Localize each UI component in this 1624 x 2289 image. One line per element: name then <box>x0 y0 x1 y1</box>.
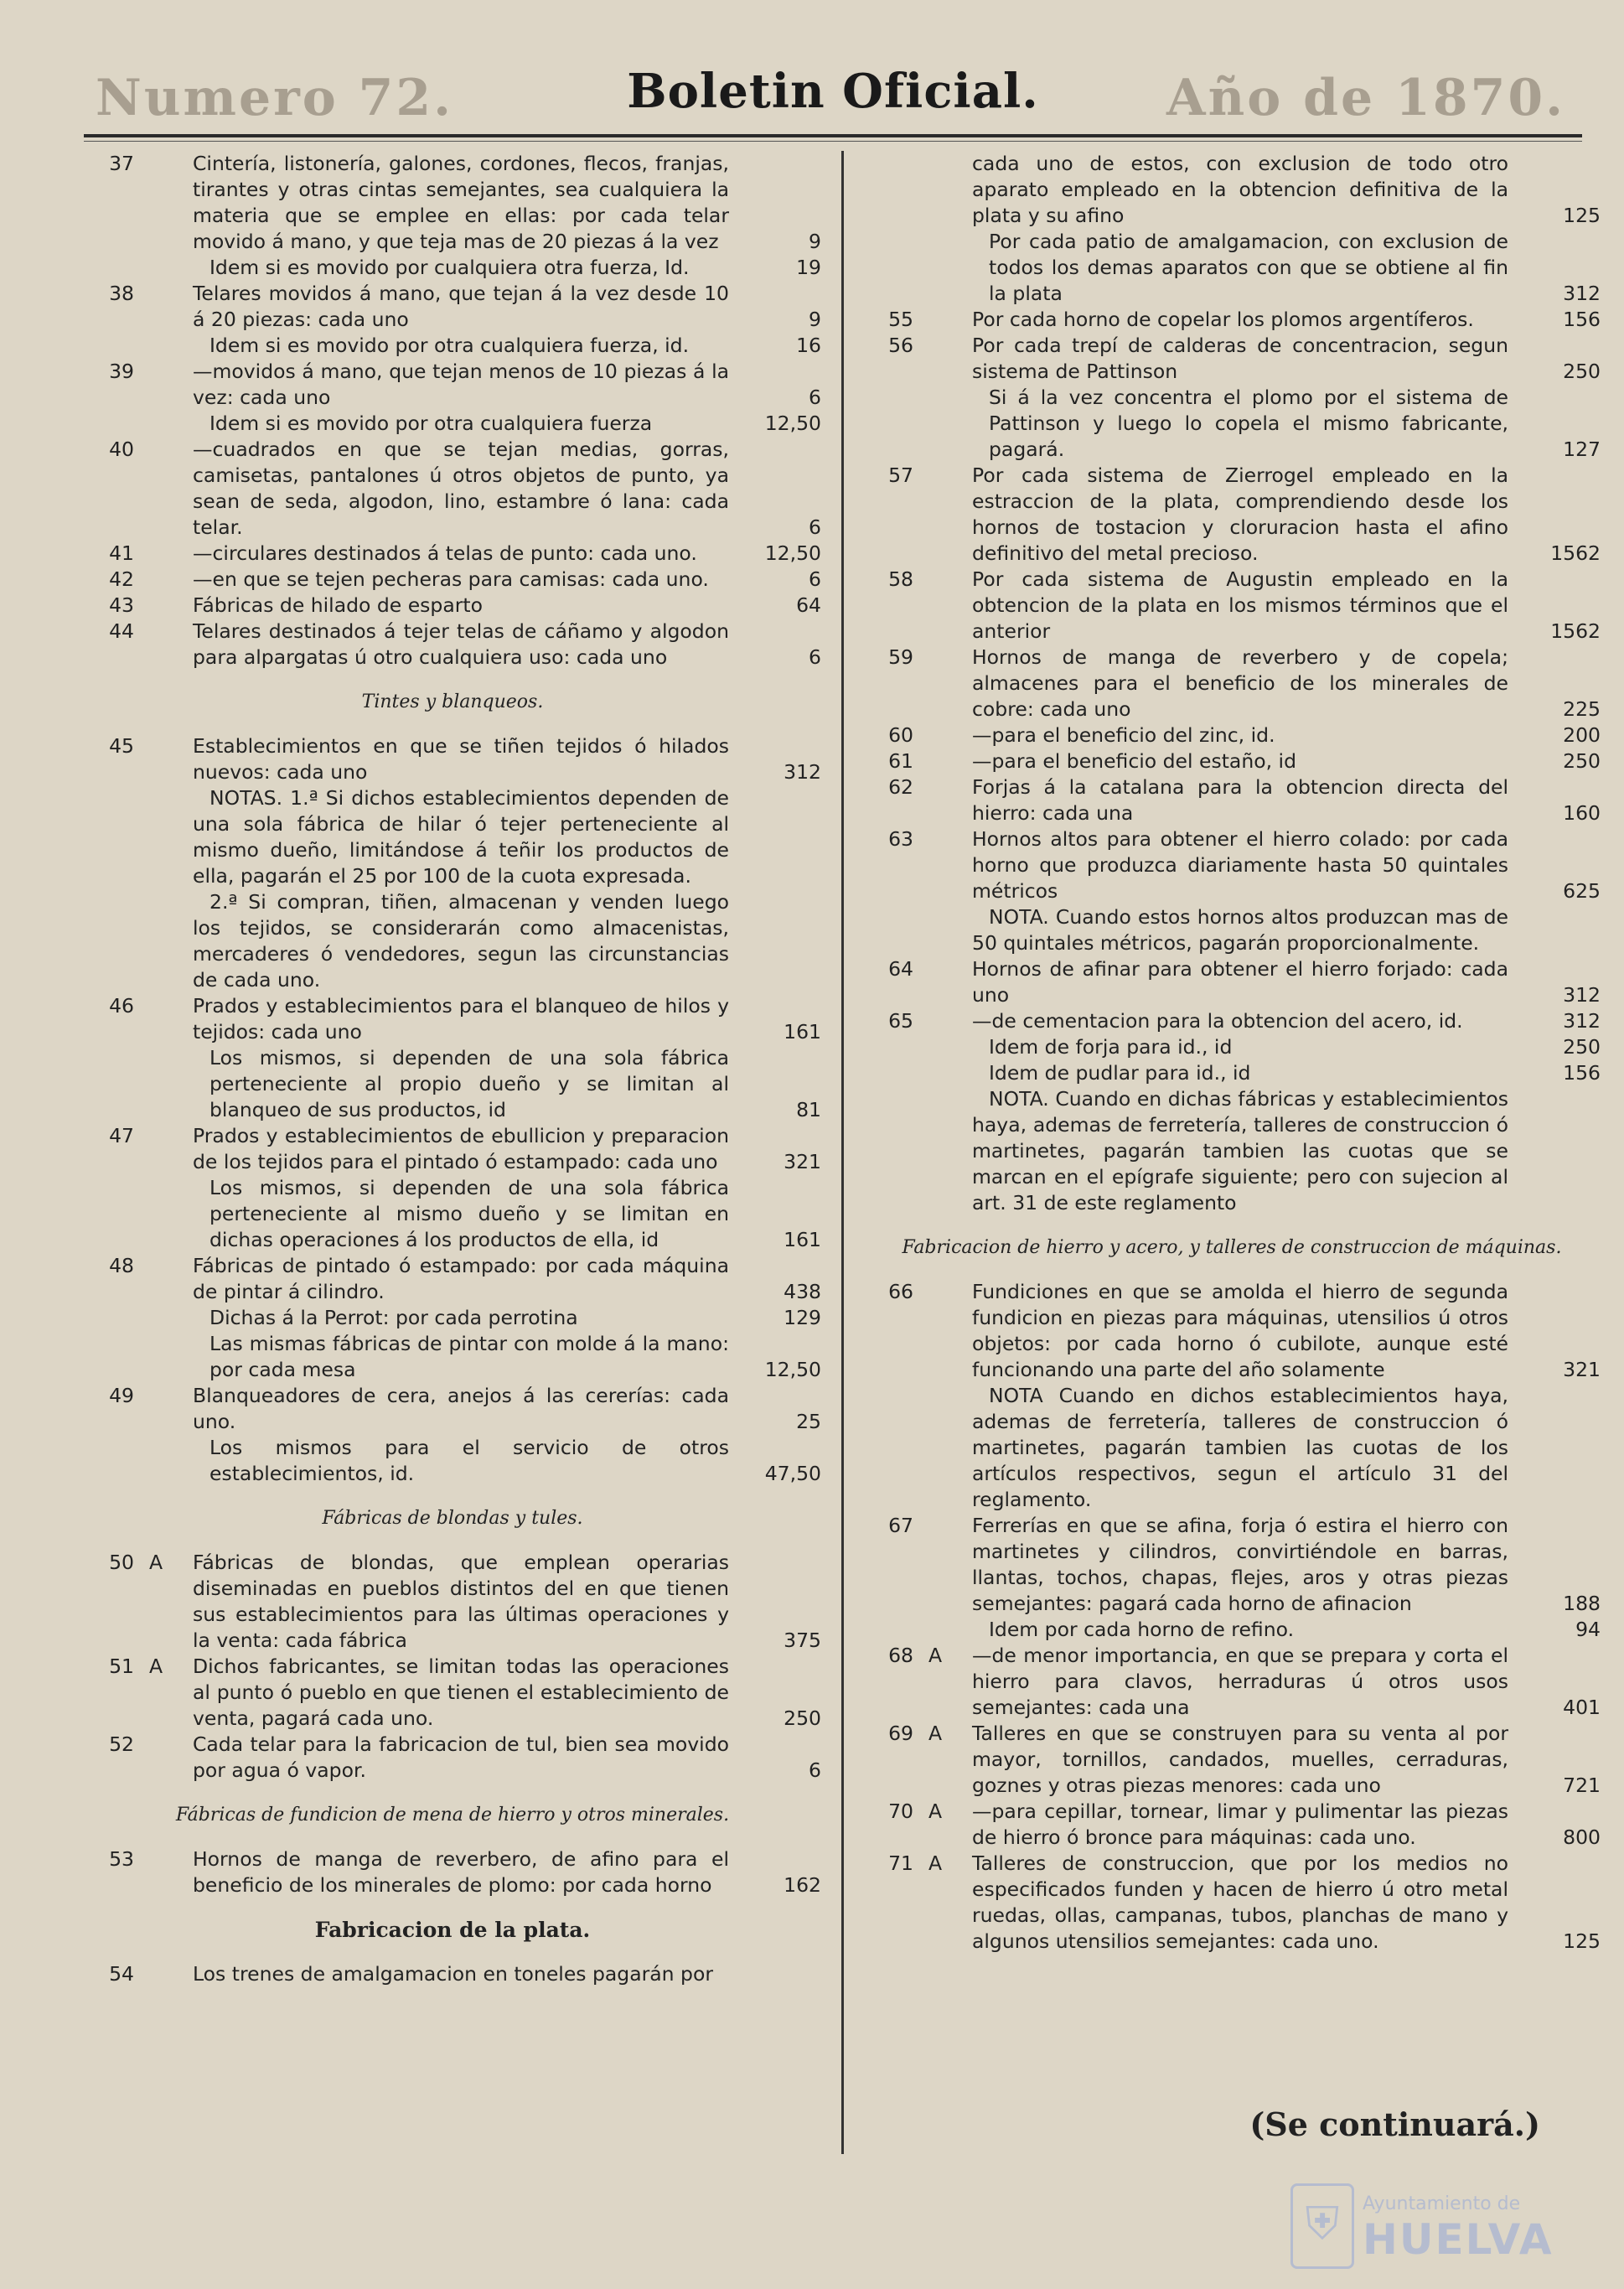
entry-amount: 321 <box>1563 1358 1601 1381</box>
tariff-entry <box>84 1331 821 1383</box>
entry-number: 40 <box>109 438 134 461</box>
entry-amount: 250 <box>1563 749 1601 773</box>
entry-description: Telares movidos á mano, que tejan á la vez desde 10 á 20 piezas: cada uno <box>193 282 729 331</box>
tariff-entry <box>84 411 821 437</box>
tariff-entry <box>84 1383 821 1435</box>
entry-amount: 127 <box>1563 438 1601 461</box>
entry-description: Dichas á la Perrot: por cada perrotina <box>209 1306 578 1329</box>
tariff-entry <box>84 1305 821 1331</box>
entry-number: 48 <box>109 1254 134 1277</box>
entry-amount: 6 <box>809 515 821 539</box>
entry-mark: A <box>928 1722 943 1745</box>
note-paragraph: NOTA. Cuando estos hornos altos produzcan mas de 50 quintales métricos, pagarán proporcionalmente. <box>972 905 1508 955</box>
entry-number: 51 <box>109 1655 134 1678</box>
tariff-entry <box>863 385 1601 463</box>
crest-icon: ⛨ <box>1290 2183 1354 2269</box>
tariff-entry <box>84 541 821 567</box>
entry-number: 54 <box>109 1962 134 1986</box>
entry-description: Idem si es movido por cualquiera otra fuerza, Id. <box>209 256 690 279</box>
tariff-entry <box>84 1846 821 1898</box>
entry-amount: 160 <box>1563 801 1601 825</box>
tariff-entry <box>84 1550 821 1654</box>
entry-number: 70 <box>888 1800 913 1823</box>
entry-description: —en que se tejen pecheras para camisas: cada uno. <box>193 567 709 591</box>
section-heading: Tintes y blanqueos. <box>361 691 544 712</box>
entry-number: 66 <box>888 1280 913 1303</box>
entry-amount: 375 <box>784 1629 821 1652</box>
entry-amount: 6 <box>809 645 821 669</box>
entry-mark: A <box>149 1655 163 1678</box>
entry-amount: 64 <box>796 593 821 617</box>
section-heading: Fábricas de blondas y tules. <box>322 1508 583 1529</box>
entry-amount: 321 <box>784 1150 821 1173</box>
entry-description: Establecimientos en que se tiñen tejidos ó hilados nuevos: cada uno <box>193 734 729 784</box>
entry-amount: 800 <box>1563 1826 1601 1849</box>
entry-number: 67 <box>888 1514 913 1537</box>
entry-description: Forjas á la catalana para la obtencion directa del hierro: cada una <box>972 775 1508 825</box>
entry-amount: 6 <box>809 386 821 409</box>
entry-number: 38 <box>109 282 134 305</box>
entry-number: 58 <box>888 567 913 591</box>
entry-number: 68 <box>888 1644 913 1667</box>
tariff-entry <box>863 826 1601 904</box>
note-paragraph: NOTAS. 1.ª Si dichos establecimientos dependen de una sola fábrica de hilar ó tejer perteneciente al mismo dueño, limitándose á teñir los productos de ella, pagarán el 25 por 100 de la cuota expresada. <box>193 786 729 888</box>
entry-amount: 9 <box>809 230 821 253</box>
tariff-entry <box>863 1008 1601 1034</box>
entry-description: Los trenes de amalgamacion en toneles pagarán por <box>193 1962 714 1986</box>
tariff-entry <box>84 993 821 1045</box>
tariff-entry <box>84 437 821 541</box>
entry-number: 52 <box>109 1732 134 1756</box>
entry-number: 60 <box>888 723 913 747</box>
entry-description: —para el beneficio del estaño, id <box>972 749 1296 773</box>
entry-description: Cintería, listonería, galones, cordones, flecos, franjas, tirantes y otras cintas semejantes, sea cualquiera la materia que se emplee en ellas: por cada telar movido á mano, y que teja mas de 20 piezas á la vez <box>193 152 729 253</box>
entry-number: 37 <box>109 152 134 175</box>
entry-number: 50 <box>109 1551 134 1574</box>
tariff-entry <box>84 567 821 593</box>
section-heading: Fabricacion de la plata. <box>314 1918 591 1942</box>
entry-description: Idem si es movido por otra cualquiera fuerza, id. <box>209 334 690 357</box>
entry-amount: 12,50 <box>764 541 821 565</box>
tariff-entry <box>84 333 821 359</box>
tariff-entry <box>84 619 821 671</box>
entry-number: 45 <box>109 734 134 758</box>
issue-number-ghost: Numero 72. <box>96 69 454 127</box>
entry-amount: 129 <box>784 1306 821 1329</box>
entry-amount: 721 <box>1563 1774 1601 1797</box>
entry-number: 69 <box>888 1722 913 1745</box>
tariff-entry <box>863 567 1601 645</box>
entry-description: —de cementacion para la obtencion del acero, id. <box>972 1009 1463 1033</box>
entry-amount: 9 <box>809 308 821 331</box>
entry-description: Hornos altos para obtener el hierro colado: por cada horno que produzca diariamente hasta 50 quintales métricos <box>972 827 1508 903</box>
entry-description: Hornos de manga de reverbero, de afino para el beneficio de los minerales de plomo: por cada horno <box>193 1847 729 1897</box>
page-title: Boletin Oficial. <box>627 64 1039 119</box>
entry-number: 42 <box>109 567 134 591</box>
entry-description: Por cada sistema de Augustin empleado en la obtencion de la plata en los mismos términos que el anterior <box>972 567 1508 643</box>
entry-description: —de menor importancia, en que se prepara y corta el hierro para clavos, herraduras ú otros usos semejantes: cada una <box>972 1644 1508 1719</box>
tariff-entry <box>84 1253 821 1305</box>
entry-description: Dichos fabricantes, se limitan todas las operaciones al punto ó pueblo en que tienen el establecimiento de venta, pagará cada uno. <box>193 1655 729 1730</box>
tariff-entry <box>863 151 1601 229</box>
entry-amount: 438 <box>784 1280 821 1303</box>
tariff-entry <box>84 733 821 785</box>
entry-description: Idem si es movido por otra cualquiera fuerza <box>209 412 653 435</box>
entry-amount: 312 <box>784 760 821 784</box>
tariff-entry <box>863 1279 1601 1383</box>
entry-amount: 401 <box>1563 1696 1601 1719</box>
entry-description: Ferrerías en que se afina, forja ó estira el hierro con martinetes y cilindros, convirtiéndole en barras, llantas, tochos, chapas, flejes, aros y otras piezas semejantes: pagará cada horno de afinacion <box>972 1514 1508 1615</box>
tariff-entry <box>863 1721 1601 1799</box>
entry-amount: 12,50 <box>764 412 821 435</box>
entry-number: 56 <box>888 334 913 357</box>
entry-number: 62 <box>888 775 913 799</box>
archive-stamp <box>1290 2183 1559 2267</box>
tariff-entry <box>863 333 1601 385</box>
tariff-entry <box>863 645 1601 722</box>
entry-number: 53 <box>109 1847 134 1871</box>
entry-mark: A <box>149 1551 163 1574</box>
tariff-entry <box>863 463 1601 567</box>
entry-description: Idem de forja para id., id <box>989 1035 1233 1059</box>
entry-description: Cada telar para la fabricacion de tul, bien sea movido por agua ó vapor. <box>193 1732 729 1782</box>
entry-description: —para el beneficio del zinc, id. <box>972 723 1275 747</box>
tariff-entry <box>84 1045 821 1123</box>
note-paragraph: NOTA. Cuando en dichas fábricas y establecimientos haya, ademas de ferretería, talleres de construccion ó martinetes, pagarán tambien las cuotas que se marcan en el epígrafe siguiente; pero con sujecion al art. 31 de este reglamento <box>972 1087 1508 1214</box>
entry-description: —movidos á mano, que tejan menos de 10 piezas á la vez: cada uno <box>193 360 729 409</box>
entry-amount: 81 <box>796 1098 821 1121</box>
entry-amount: 16 <box>796 334 821 357</box>
entry-amount: 47,50 <box>764 1462 821 1485</box>
entry-description: Por cada horno de copelar los plomos argentíferos. <box>972 308 1474 331</box>
entry-description: Prados y establecimientos para el blanqueo de hilos y tejidos: cada uno <box>193 994 729 1044</box>
entry-description: Los mismos, si dependen de una sola fábrica perteneciente al propio dueño y se limitan al blanqueo de sus productos, id <box>209 1046 729 1121</box>
entry-description: Por cada trepí de calderas de concentracion, segun sistema de Pattinson <box>972 334 1508 383</box>
entry-amount: 6 <box>809 567 821 591</box>
tariff-entry <box>863 1799 1601 1851</box>
continuation-note: (Se continuará.) <box>1249 2105 1540 2143</box>
entry-number: 49 <box>109 1384 134 1407</box>
entry-amount: 125 <box>1563 1929 1601 1953</box>
tariff-entry <box>84 1654 821 1732</box>
note-paragraph: NOTA Cuando en dichos establecimientos haya, ademas de ferretería, talleres de construccion ó martinetes, pagarán tambien las cuotas de los artículos respectivos, segun el artículo 31 del reglamento. <box>972 1384 1508 1511</box>
entry-description: Fundiciones en que se amolda el hierro de segunda fundicion en piezas para máquinas, utensilios ú otros objetos: por cada horno ó cubilote, aunque esté funcionando una parte del año solamente <box>972 1280 1508 1381</box>
tariff-entry <box>863 1851 1601 1955</box>
entry-number: 47 <box>109 1124 134 1147</box>
entry-number: 41 <box>109 541 134 565</box>
year-ghost: Año de 1870. <box>1166 69 1565 127</box>
entry-number: 63 <box>888 827 913 851</box>
entry-description: Telares destinados á tejer telas de cáñamo y algodon para alpargatas ú otro cualquiera uso: cada uno <box>193 619 729 669</box>
entry-mark: A <box>928 1851 943 1875</box>
entry-amount: 125 <box>1563 204 1601 227</box>
tariff-entry <box>84 1123 821 1175</box>
note-paragraph: 2.ª Si compran, tiñen, almacenan y venden luego los tejidos, se considerarán como almacenistas, mercaderes ó vendedores, segun las circunstancias de cada uno. <box>193 890 729 992</box>
entry-mark: A <box>928 1644 943 1667</box>
stamp-line-2: HUELVA <box>1363 2215 1554 2264</box>
entry-amount: 625 <box>1563 879 1601 903</box>
tariff-entry <box>84 1961 821 1987</box>
tariff-entry <box>863 1643 1601 1721</box>
tariff-entry <box>84 281 821 333</box>
entry-number: 46 <box>109 994 134 1018</box>
tariff-entry <box>863 956 1601 1008</box>
left-column <box>84 151 821 1987</box>
section-heading: Fabricacion de hierro y acero, y talleres de construccion de máquinas. <box>902 1237 1562 1258</box>
entry-amount: 312 <box>1563 282 1601 305</box>
entry-description: —para cepillar, tornear, limar y pulimentar las piezas de hierro ó bronce para máquinas: cada uno. <box>972 1800 1508 1849</box>
entry-description: Los mismos para el servicio de otros establecimientos, id. <box>209 1436 729 1485</box>
entry-description: Fábricas de hilado de esparto <box>193 593 483 617</box>
entry-description: Talleres de construccion, que por los medios no especificados funden y hacen de hierro ú otro metal ruedas, ollas, campanas, tubos, planchas de mano y algunos utensilios semejantes: cada uno. <box>972 1851 1508 1953</box>
tariff-entry <box>863 722 1601 748</box>
entry-description: cada uno de estos, con exclusion de todo otro aparato empleado en la obtencion definitiva de la plata y su afino <box>972 152 1508 227</box>
tariff-entry <box>84 1435 821 1487</box>
entry-number: 57 <box>888 463 913 487</box>
entry-description: Si á la vez concentra el plomo por el sistema de Pattinson y luego lo copela el mismo fabricante, pagará. <box>989 386 1508 461</box>
entry-amount: 162 <box>784 1873 821 1897</box>
entry-number: 59 <box>888 645 913 669</box>
tariff-entry <box>863 1060 1601 1086</box>
tariff-entry <box>863 229 1601 307</box>
entry-number: 55 <box>888 308 913 331</box>
entry-number: 65 <box>888 1009 913 1033</box>
tariff-entry <box>863 774 1601 826</box>
masthead-rule-thin <box>84 141 1582 142</box>
tariff-entry <box>863 748 1601 774</box>
entry-number: 43 <box>109 593 134 617</box>
column-divider <box>841 151 844 2154</box>
entry-mark: A <box>928 1800 943 1823</box>
tariff-entry <box>863 1617 1601 1643</box>
entry-description: Idem de pudlar para id., id <box>989 1061 1251 1085</box>
entry-description: Fábricas de blondas, que emplean operarias diseminadas en pueblos distintos del en que tienen sus establecimientos para las últimas operaciones y la venta: cada fábrica <box>193 1551 729 1652</box>
entry-amount: 250 <box>784 1706 821 1730</box>
entry-description: Talleres en que se construyen para su venta al por mayor, tornillos, candados, muelles, cerraduras, goznes y otras piezas menores: cada uno <box>972 1722 1508 1797</box>
entry-amount: 156 <box>1563 1061 1601 1085</box>
entry-amount: 188 <box>1563 1592 1601 1615</box>
entry-description: Prados y establecimientos de ebullicion y preparacion de los tejidos para el pintado ó estampado: cada uno <box>193 1124 729 1173</box>
entry-amount: 25 <box>796 1410 821 1433</box>
entry-description: Los mismos, si dependen de una sola fábrica perteneciente al mismo dueño y se limitan en dichas operaciones á los productos de ella, id <box>209 1176 729 1251</box>
entry-number: 39 <box>109 360 134 383</box>
tariff-entry <box>84 1175 821 1253</box>
tariff-entry <box>84 1732 821 1784</box>
stamp-line-1: Ayuntamiento de <box>1363 2193 1521 2214</box>
entry-amount: 19 <box>796 256 821 279</box>
tariff-entry <box>84 359 821 411</box>
entry-amount: 250 <box>1563 360 1601 383</box>
masthead-rule <box>84 134 1582 137</box>
entry-number: 71 <box>888 1851 913 1875</box>
entry-amount: 312 <box>1563 983 1601 1007</box>
entry-amount: 12,50 <box>764 1358 821 1381</box>
entry-description: Fábricas de pintado ó estampado: por cada máquina de pintar á cilindro. <box>193 1254 729 1303</box>
entry-number: 64 <box>888 957 913 981</box>
entry-description: Las mismas fábricas de pintar con molde á la mano: por cada mesa <box>209 1332 729 1381</box>
right-column <box>863 151 1601 1955</box>
masthead <box>84 59 1582 134</box>
tariff-entry <box>863 1034 1601 1060</box>
entry-amount: 6 <box>809 1758 821 1782</box>
entry-amount: 250 <box>1563 1035 1601 1059</box>
entry-description: Por cada sistema de Zierrogel empleado en la estraccion de la plata, comprendiendo desde los hornos de tostacion y cloruracion hasta el afino definitivo del metal precioso. <box>972 463 1508 565</box>
entry-description: Por cada patio de amalgamacion, con exclusion de todos los demas aparatos con que se obtiene al fin la plata <box>989 230 1508 305</box>
tariff-entry <box>863 307 1601 333</box>
entry-amount: 161 <box>784 1020 821 1044</box>
entry-amount: 94 <box>1575 1618 1601 1641</box>
entry-number: 44 <box>109 619 134 643</box>
entry-amount: 312 <box>1563 1009 1601 1033</box>
entry-description: Hornos de afinar para obtener el hierro forjado: cada uno <box>972 957 1508 1007</box>
entry-description: —cuadrados en que se tejan medias, gorras, camisetas, pantalones ú otros objetos de punto, ya sean de seda, algodon, lino, estambre ó lana: cada telar. <box>193 438 729 539</box>
entry-description: Blanqueadores de cera, anejos á las cererías: cada uno. <box>193 1384 729 1433</box>
entry-number: 61 <box>888 749 913 773</box>
entry-description: Idem por cada horno de refino. <box>989 1618 1295 1641</box>
tariff-entry <box>84 593 821 619</box>
tariff-entry <box>84 151 821 255</box>
entry-description: Hornos de manga de reverbero y de copela; almacenes para el beneficio de los minerales de cobre: cada uno <box>972 645 1508 721</box>
entry-amount: 1562 <box>1550 619 1601 643</box>
entry-amount: 156 <box>1563 308 1601 331</box>
tariff-entry <box>863 1513 1601 1617</box>
entry-amount: 225 <box>1563 697 1601 721</box>
entry-amount: 1562 <box>1550 541 1601 565</box>
tariff-entry <box>84 255 821 281</box>
entry-amount: 161 <box>784 1228 821 1251</box>
section-heading: Fábricas de fundicion de mena de hierro y otros minerales. <box>175 1805 730 1826</box>
entry-description: —circulares destinados á telas de punto: cada uno. <box>193 541 697 565</box>
entry-amount: 200 <box>1563 723 1601 747</box>
